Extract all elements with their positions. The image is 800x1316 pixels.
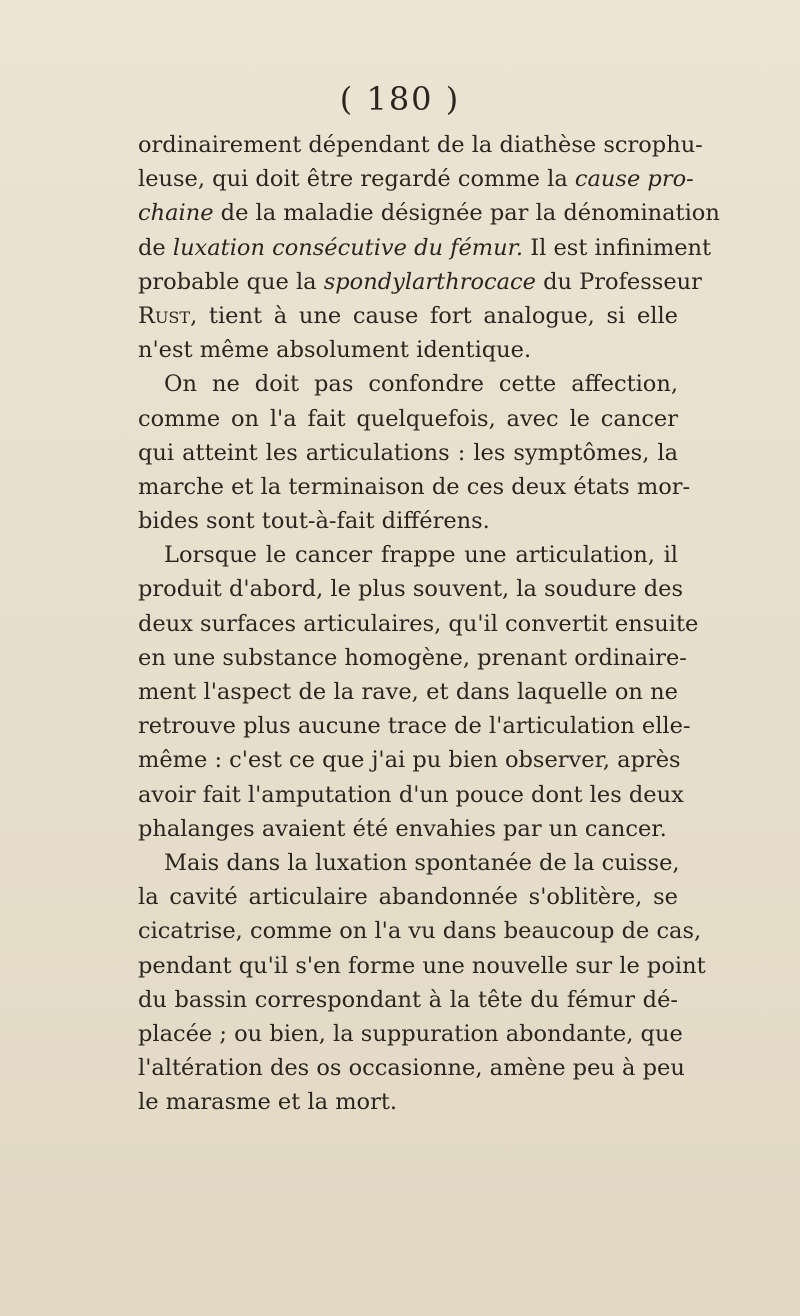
text-run: Mais dans la luxation spontanée de la cuisse, bbox=[164, 849, 680, 876]
text-run: Il est infiniment bbox=[523, 234, 712, 261]
text-line bbox=[138, 299, 678, 333]
text-run: marche et la terminaison de ces deux états mor- bbox=[138, 473, 691, 500]
text-run: pendant qu'il s'en forme une nouvelle sur le point bbox=[138, 952, 706, 979]
text-run: du Professeur bbox=[535, 268, 702, 295]
text-run: ment l'aspect de la rave, et dans laquelle on ne bbox=[138, 679, 678, 705]
text-run: ordinairement dépendant de la diathèse scrophu- bbox=[138, 132, 703, 158]
body-text bbox=[138, 128, 720, 1119]
text-run: On ne doit pas confondre cette affection, bbox=[164, 371, 678, 398]
italic-term: luxation consécutive du fémur. bbox=[172, 234, 524, 261]
text-run: de la maladie désignée par la dénomination bbox=[213, 200, 720, 227]
paragraph bbox=[138, 846, 706, 1120]
text-run: Lorsque le cancer frappe une articulation, il bbox=[164, 542, 678, 569]
text-run: leuse, qui doit être regardé comme la bbox=[138, 166, 575, 193]
text-line bbox=[138, 778, 684, 812]
text-line bbox=[138, 675, 678, 709]
text-line bbox=[138, 333, 678, 367]
text-run: phalanges avaient été envahies par un cancer. bbox=[138, 815, 667, 842]
text-run: même : c'est ce que j'ai pu bien observer, après bbox=[138, 747, 681, 774]
text-line bbox=[138, 1051, 685, 1085]
text-run: placée ; ou bien, la suppuration abondante, que bbox=[138, 1020, 683, 1047]
text-run: comme on l'a fait quelquefois, avec le cancer bbox=[138, 405, 678, 432]
text-line bbox=[138, 128, 703, 162]
italic-term: cause pro- bbox=[574, 166, 694, 193]
text-line bbox=[138, 880, 678, 914]
text-run: avoir fait l'amputation d'un pouce dont les deux bbox=[138, 781, 684, 808]
text-run: cicatrise, comme on l'a vu dans beaucoup de cas, bbox=[138, 918, 702, 945]
text-line bbox=[138, 162, 694, 196]
text-run: bides sont tout-à-fait différens. bbox=[138, 508, 490, 535]
text-line bbox=[138, 538, 678, 572]
text-run: n'est même absolument identique. bbox=[138, 337, 532, 364]
text-line bbox=[138, 1085, 678, 1119]
text-run: la cavité articulaire abandonnée s'oblitère, se bbox=[138, 884, 678, 911]
text-line bbox=[138, 812, 678, 846]
text-line bbox=[138, 196, 720, 230]
text-line bbox=[138, 1017, 683, 1051]
italic-term: spondylarthrocace bbox=[323, 268, 536, 295]
text-line bbox=[138, 709, 691, 743]
text-run: en une substance homogène, prenant ordinaire- bbox=[138, 644, 687, 671]
text-line bbox=[138, 402, 678, 436]
text-line bbox=[138, 949, 706, 983]
text-run: du bassin correspondant à la tête du fémur dé- bbox=[138, 986, 678, 1013]
text-run: retrouve plus aucune trace de l'articulation elle- bbox=[138, 713, 691, 740]
paragraph bbox=[138, 538, 699, 846]
text-line bbox=[138, 231, 712, 265]
text-run: , tient à une cause fort analogue, si elle bbox=[190, 302, 678, 329]
text-run: le marasme et la mort. bbox=[138, 1089, 398, 1116]
text-run: de bbox=[138, 234, 173, 261]
text-line bbox=[138, 983, 678, 1017]
paragraph bbox=[138, 367, 691, 538]
page-number: ( 180 ) bbox=[339, 80, 461, 118]
text-line bbox=[138, 470, 691, 504]
text-line bbox=[138, 367, 678, 401]
text-line bbox=[138, 504, 678, 538]
italic-term: chaine bbox=[138, 200, 214, 227]
text-run: qui atteint les articulations : les symptômes, la bbox=[138, 439, 678, 466]
text-line bbox=[138, 265, 702, 299]
text-line bbox=[138, 607, 699, 641]
text-line bbox=[138, 572, 684, 606]
text-line bbox=[138, 914, 702, 948]
text-run: l'altération des os occasionne, amène peu à peu bbox=[138, 1055, 685, 1082]
text-run: probable que la bbox=[138, 268, 324, 295]
author-name: Rust bbox=[138, 302, 191, 329]
text-line bbox=[138, 846, 678, 880]
text-run: produit d'abord, le plus souvent, la soudure des bbox=[138, 576, 684, 603]
paragraph bbox=[138, 128, 720, 367]
text-line bbox=[138, 436, 678, 470]
text-run: deux surfaces articulaires, qu'il convertit ensuite bbox=[138, 610, 699, 637]
text-line bbox=[138, 743, 681, 777]
text-line bbox=[138, 641, 687, 675]
